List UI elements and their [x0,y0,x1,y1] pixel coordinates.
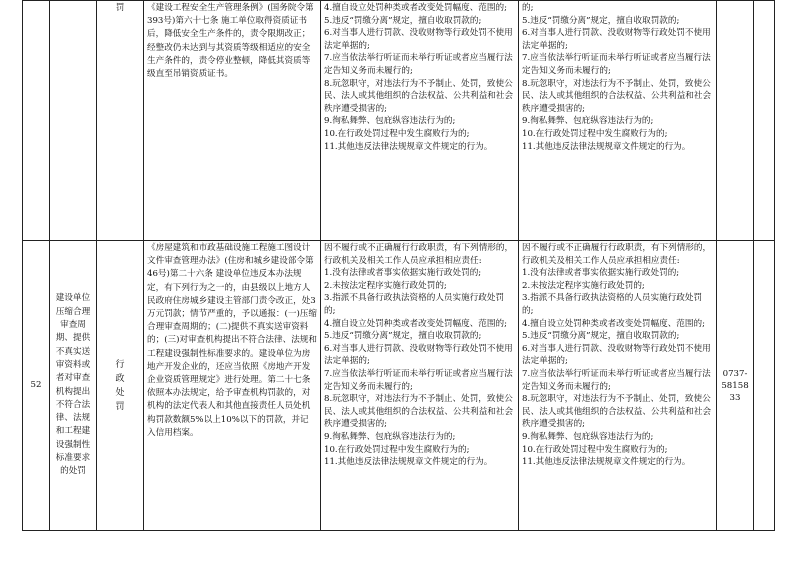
row-number-cell [23,1,50,241]
legal-basis-text: 《建设工程安全生产管理条例》(国务院令第393号)第六十七条 施工单位取得资质证书后，降低安全生产条件的，责令限期改正；经整改仍未达到与其资质等级相适应的安全生产条件的，责令停业整顿，降低其资质等级直至吊销资质证书。 [147,3,314,80]
list-item: 8.玩忽职守，对违法行为不予制止、处罚，致使公民、法人或其他组织的合法权益、公共利益和社会秩序遭受损害的; [522,78,712,114]
phone-number: 0737-5815833 [721,368,749,403]
table-row [23,1,775,241]
item-name-cell [50,1,97,241]
item-name-text: 建设单位压缩合理审查周期、提供不真实送审资料或者对审查机构提出不符合法律、法规和工程建设强制性标准要求的处罚 [55,293,91,477]
list-item: 10.在行政处罚过程中发生腐败行为的; [324,128,470,139]
phone-cell [717,241,754,531]
list-item: 7.应当依法举行听证而未举行听证或者应当履行法定告知义务而未履行的; [324,368,513,392]
list-item: 9.徇私舞弊、包庇纵容违法行为的; [522,116,654,127]
legal-basis-cell [144,241,321,531]
list-item: 因不履行或不正确履行行政职责，有下列情形的，行政机关及相关工作人员应承担相应责任: [522,243,712,266]
list-item: 4.擅自设立处罚种类或者改变处罚幅度、范围的; [324,318,507,329]
list-item: 1.没有法律或者事实依据实施行政处罚的; [522,268,680,279]
list-item: 5.违反“罚缴分离”规定，擅自收取罚款的; [522,15,680,26]
list-item: 8.玩忽职守，对违法行为不予制止、处罚，致使公民、法人或其他组织的合法权益、公共利益和社会秩序遭受损害的; [324,78,514,114]
list-item: 5.违反“罚缴分离”规定，擅自收取罚款的; [324,15,482,26]
duty-cell [321,241,519,531]
item-name-cell [50,241,97,531]
table-row [23,241,775,531]
list-item: 7.应当依法举行听证而未举行听证或者应当履行法定告知义务而未履行的; [324,53,513,76]
duty-cell [321,1,519,241]
list-item: 6.对当事人进行罚款、没收财物等行政处罚不使用法定单据的; [522,28,711,51]
list-item: 3.指派不具备行政执法资格的人员实施行政处罚的; [522,293,703,316]
list-item: 11.其他违反法律法规规章文件规定的行为。 [522,141,691,152]
list-item: 8.玩忽职守，对违法行为不予制止、处罚，致使公民、法人或其他组织的合法权益、公共利益和社会秩序遭受损害的; [324,394,514,430]
list-item: 4.擅自设立处罚种类或者改变处罚幅度、范围的; [324,3,507,13]
list-item: 10.在行政处罚过程中发生腐败行为的; [522,128,668,139]
list-item: 9.徇私舞弊、包庇纵容违法行为的; [324,116,456,127]
row-number-cell [23,241,50,531]
list-item: 4.擅自设立处罚种类或者改变处罚幅度、范围的; [522,318,705,329]
remark-cell [754,1,775,241]
liability-cell [519,1,717,241]
list-item: 7.应当依法举行听证而未举行听证或者应当履行法定告知义务而未履行的; [522,53,711,76]
legal-basis-cell [144,1,321,241]
list-item: 6.对当事人进行罚款、没收财物等行政处罚不使用法定单据的; [324,28,513,51]
list-item: 因不履行或不正确履行行政职责，有下列情形的，行政机关及相关工作人员应承担相应责任: [324,243,514,266]
list-item: 5.违反“罚缴分离”规定，擅自收取罚款的; [324,331,482,342]
list-item: 10.在行政处罚过程中发生腐败行为的; [324,444,470,455]
list-item: 1.没有法律或者事实依据实施行政处罚的; [324,268,482,279]
list-item: 9.徇私舞弊、包庇纵容违法行为的; [522,431,654,442]
legal-basis-text: 《房屋建筑和市政基础设施工程施工图设计文件审查管理办法》(住房和城乡建设部令第46号)第二十六条 建设单位违反本办法规定，有下列行为之一的，由县级以上地方人民政府住房城乡建设主管部门责令改正，处3万元罚款；情节严重的，予以通报：(一)压缩合理审查周期的；(二)提供不真实送审资料的；(三)对审查机构提出不符合法律、法规和工程建设强制性标准要求的。建设单位为房地产开发企业的，还应当依照《房地产开发企业资质管理规定》进行处理。第二十七条依照本办法规定，给予审查机构罚款的，对机构的法定代表人和其他直接责任人员处机构罚款数额5%以上10%以下的罚款，并记入信用档案。 [147,243,317,438]
category-cell [97,241,144,531]
list-item: 2.未按法定程序实施行政处罚的; [522,280,645,291]
list-item: 的; [522,3,534,13]
list-item: 8.玩忽职守，对违法行为不予制止、处罚，致使公民、法人或其他组织的合法权益、公共利益和社会秩序遭受损害的; [522,394,712,430]
list-item: 2.未按法定程序实施行政处罚的; [324,280,447,291]
remark-cell [754,241,775,531]
category-text: 行政处罚 [115,359,125,412]
liability-list [522,242,713,469]
list-item: 11.其他违反法律法规规章文件规定的行为。 [324,141,493,152]
list-item: 3.指派不具备行政执法资格的人员实施行政处罚的; [324,293,505,316]
list-item: 10.在行政处罚过程中发生腐败行为的; [522,444,668,455]
category-text: 罚 [115,3,125,13]
list-item: 6.对当事人进行罚款、没收财物等行政处罚不使用法定单据的; [324,343,513,367]
list-item: 7.应当依法举行听证而未举行听证或者应当履行法定告知义务而未履行的; [522,368,711,392]
liability-list [522,2,713,153]
liability-cell [519,241,717,531]
list-item: 11.其他违反法律法规规章文件规定的行为。 [522,457,691,468]
row-number: 52 [30,380,42,391]
duty-list [324,2,515,153]
list-item: 9.徇私舞弊、包庇纵容违法行为的; [324,431,456,442]
duty-list [324,242,515,469]
category-cell [97,1,144,241]
list-item: 6.对当事人进行罚款、没收财物等行政处罚不使用法定单据的; [522,343,711,367]
list-item: 5.违反“罚缴分离”规定，擅自收取罚款的; [522,331,680,342]
responsibility-table [22,0,775,531]
phone-cell [717,1,754,241]
list-item: 11.其他违反法律法规规章文件规定的行为。 [324,457,493,468]
